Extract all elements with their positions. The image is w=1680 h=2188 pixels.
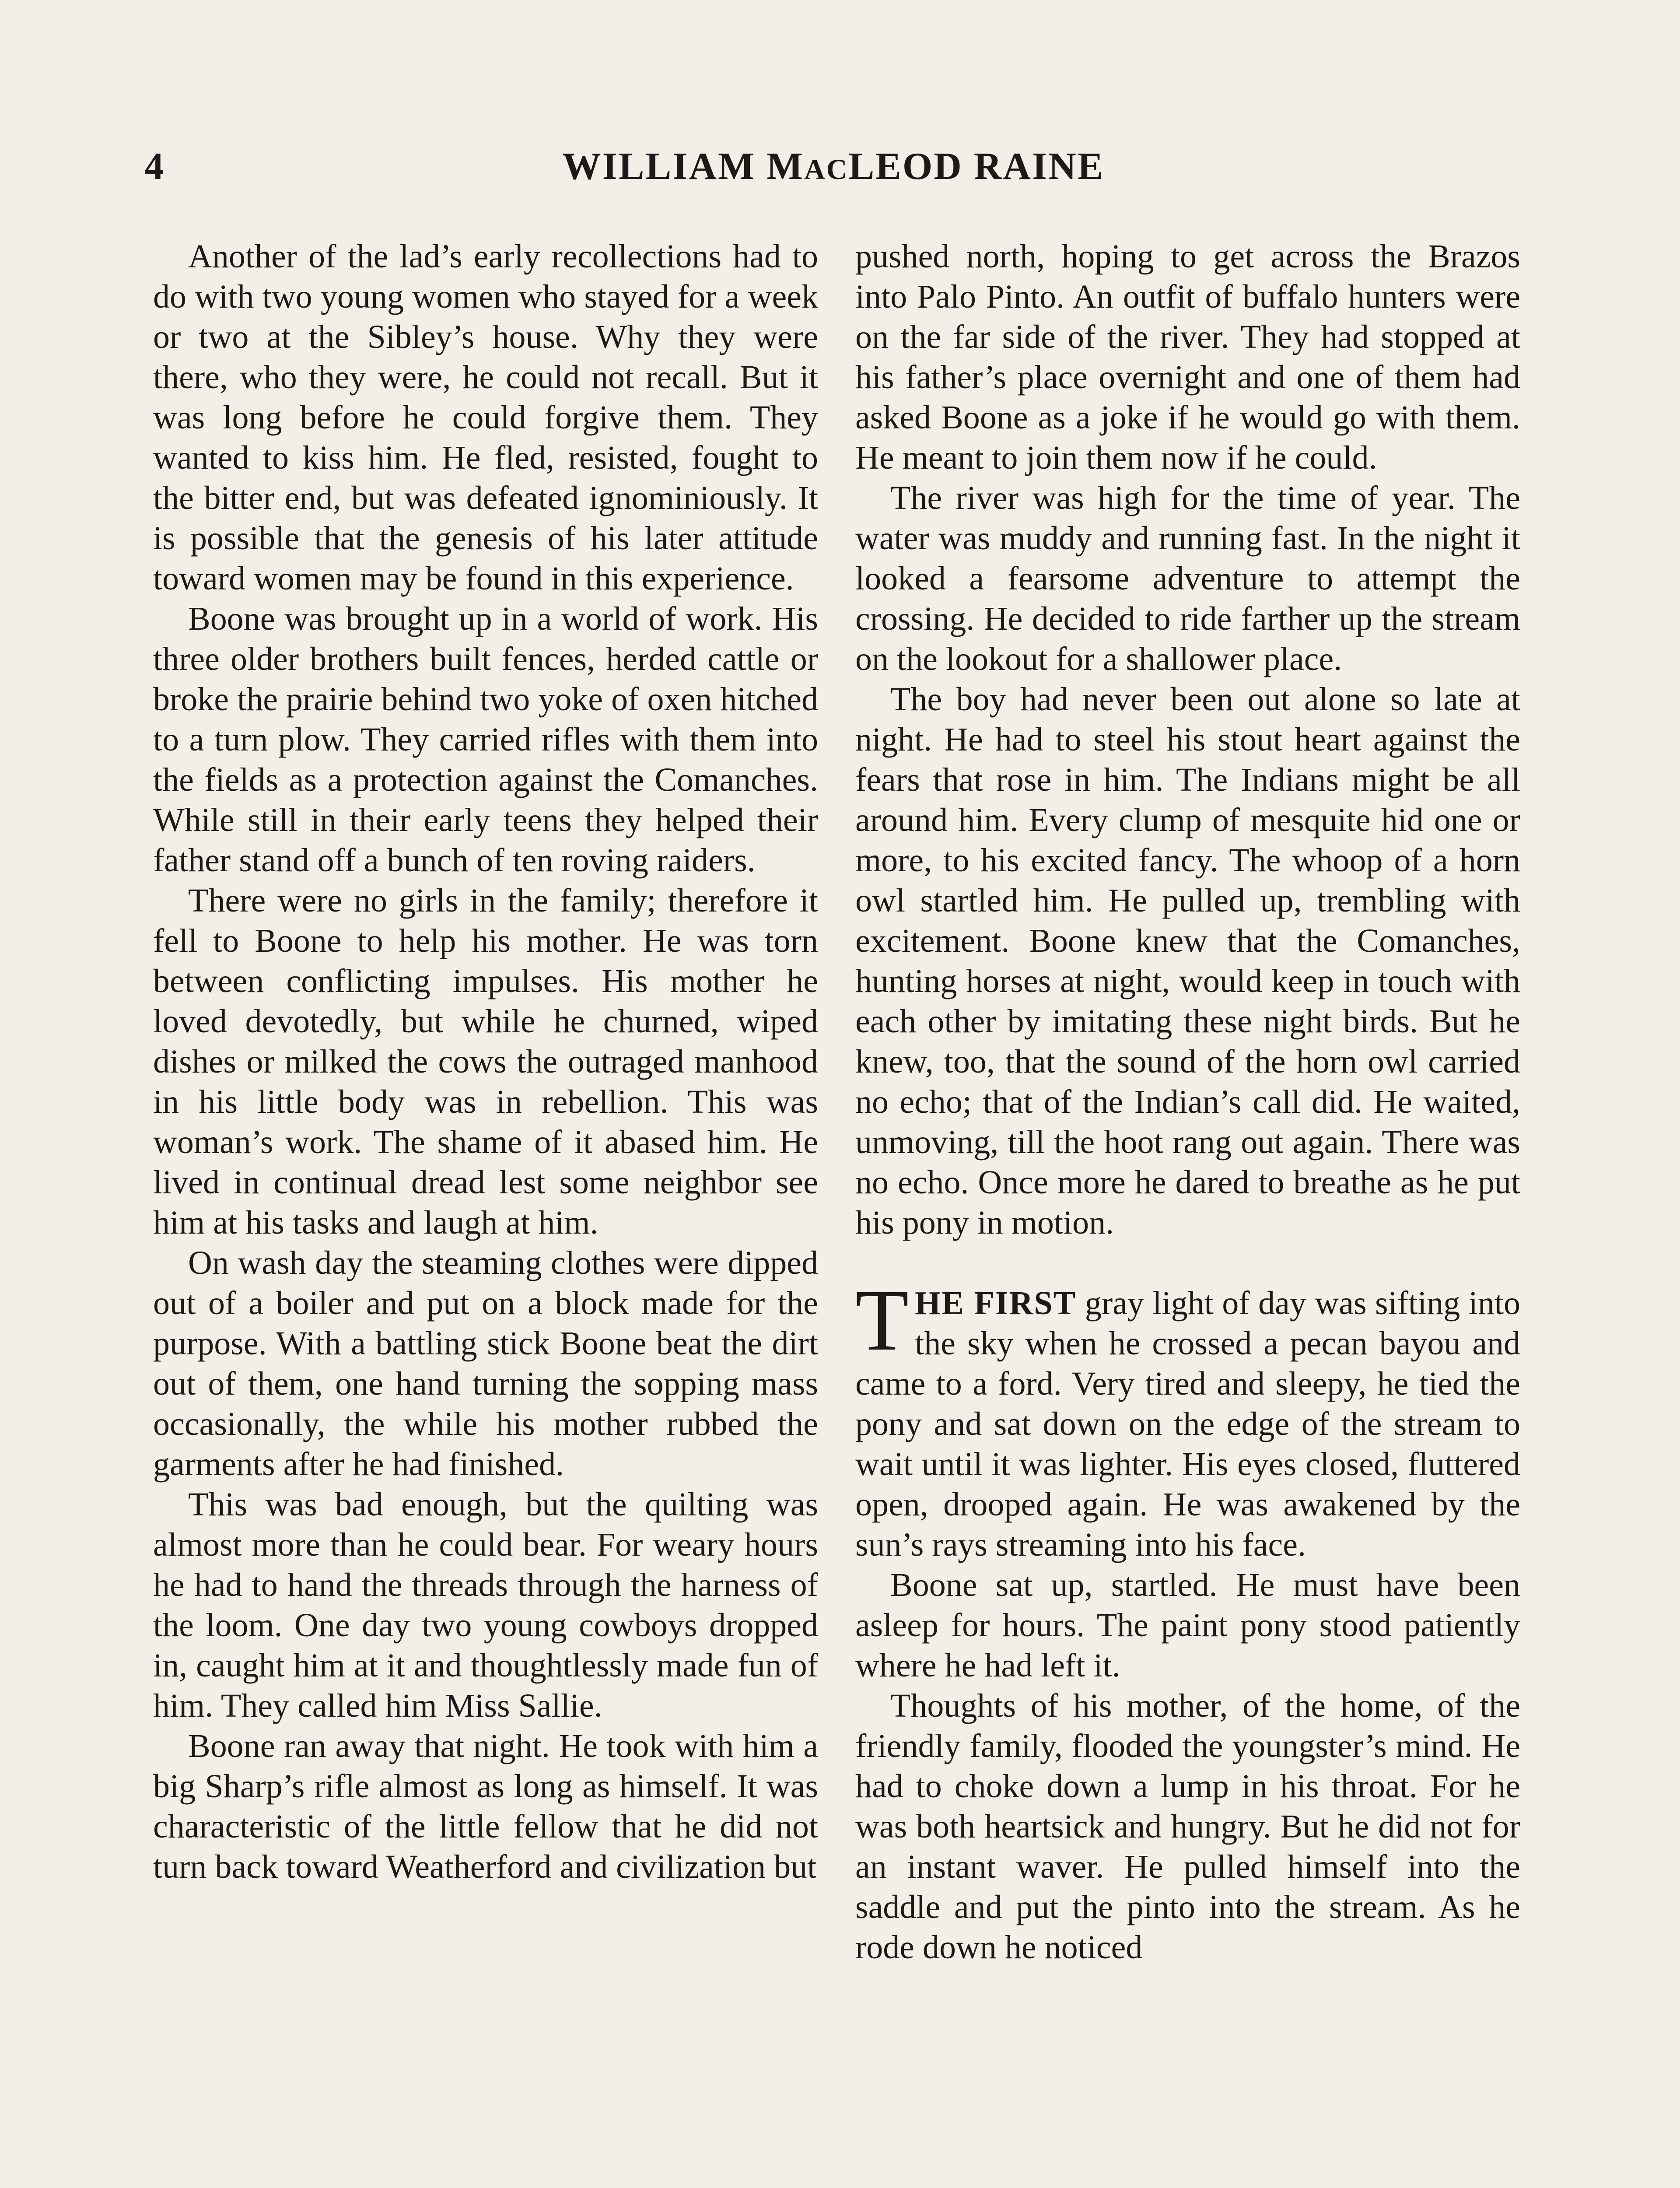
running-head-part-2: AC [804,154,849,186]
paragraph: Boone ran away that night. He took with him a big Sharp’s rifle almost as long as himself. It was characteristic of the little fellow that he did not turn back toward Weatherford and civilization but [153,1728,818,1885]
page-header [144,144,1522,197]
left-column [153,236,818,1887]
section-opening-paragraph [855,1272,1520,1565]
section-lead-in: HE FIRST [915,1285,1077,1322]
running-head-part-3: LEOD RAINE [848,145,1105,188]
paragraph: On wash day the steaming clothes were dipped out of a boiler and put on a block made for the purpose. With a battling stick Boone beat the dirt out of them, one hand turning the sopping mass occasionally, the while his mother rubbed the garments after he had finished. [153,1245,818,1483]
paragraph: There were no girls in the family; therefore it fell to Boone to help his mother. He was torn between conflicting impulses. His mother he loved devotedly, but while he churned, wiped dishes or milked the cows the outraged manhood in his little body was in rebellion. This was woman’s work. The shame of it abased him. He lived in continual dread lest some neighbor see him at his tasks and laugh at him. [153,882,818,1241]
paragraph: This was bad enough, but the quilting was almost more than he could bear. For weary hours he had to hand the threads through the harness of the loom. One day two young cowboys dropped in, caught him at it and thoughtlessly made fun of him. They called him Miss Sallie. [153,1486,818,1724]
drop-cap: T [855,1272,909,1369]
running-head [144,144,1522,189]
right-column [855,236,1520,1967]
paragraph: Boone was brought up in a world of work. His three older brothers built fences, herded cattle or broke the prairie behind two yoke of oxen hitched to a turn plow. They carried rifles with them into the fields as a protection against the Comanches. While still in their early teens they helped their father stand off a bunch of ten roving raiders. [153,600,818,879]
page-number: 4 [144,145,164,188]
paragraph: Thoughts of his mother, of the home, of the friendly family, flooded the youngster’s mind. He had to choke down a lump in his throat. For he was both heartsick and hungry. But he did not for an instant waver. He pulled himself into the saddle and put the pinto into the stream. As he rode down he noticed [855,1687,1520,1966]
paragraph-continued: pushed north, hoping to get across the Brazos into Palo Pinto. An outfit of buffalo hunters were on the far side of the river. They had stopped at his father’s place overnight and one of them had asked Boone as a joke if he would go with them. He meant to join them now if he could. [855,238,1520,476]
paragraph: The river was high for the time of year. The water was muddy and running fast. In the night it looked a fearsome adventure to attempt the crossing. He decided to ride farther up the stream on the lookout for a shallower place. [855,480,1520,677]
paragraph: The boy had never been out alone so late at night. He had to steel his stout heart against the fears that rose in him. The Indians might be all around him. Every clump of mesquite hid one or more, to his excited fancy. The whoop of a horn owl startled him. He pulled up, trembling with excitement. Boone knew that the Comanches, hunting horses at night, would keep in touch with each other by imitating these night birds. But he knew, too, that the sound of the horn owl carried no echo; that of the Indian’s call did. He waited, unmoving, till the hoot rang out again. There was no echo. Once more he dared to breathe as he put his pony in motion. [855,681,1520,1241]
paragraph: Boone sat up, startled. He must have been asleep for hours. The paint pony stood patiently where he had left it. [855,1567,1520,1684]
running-head-part-1: WILLIAM M [562,145,805,188]
section-text: gray light of day was sifting into the sky when he crossed a pecan bayou and came to a ford. Very tired and sleepy, he tied the pony and sat down on the edge of the stream to wait until it was lighter. His eyes closed, fluttered open, drooped again. He was awakened by the sun’s rays streaming into his face. [855,1285,1520,1563]
paragraph: Another of the lad’s early recollections had to do with two young women who stayed for a week or two at the Sibley’s house. Why they were there, who they were, he could not recall. But it was long before he could forgive them. They wanted to kiss him. He fled, resisted, fought to the bitter end, but was defeated ignominiously. It is possible that the genesis of his later attitude toward women may be found in this experience. [153,238,818,597]
